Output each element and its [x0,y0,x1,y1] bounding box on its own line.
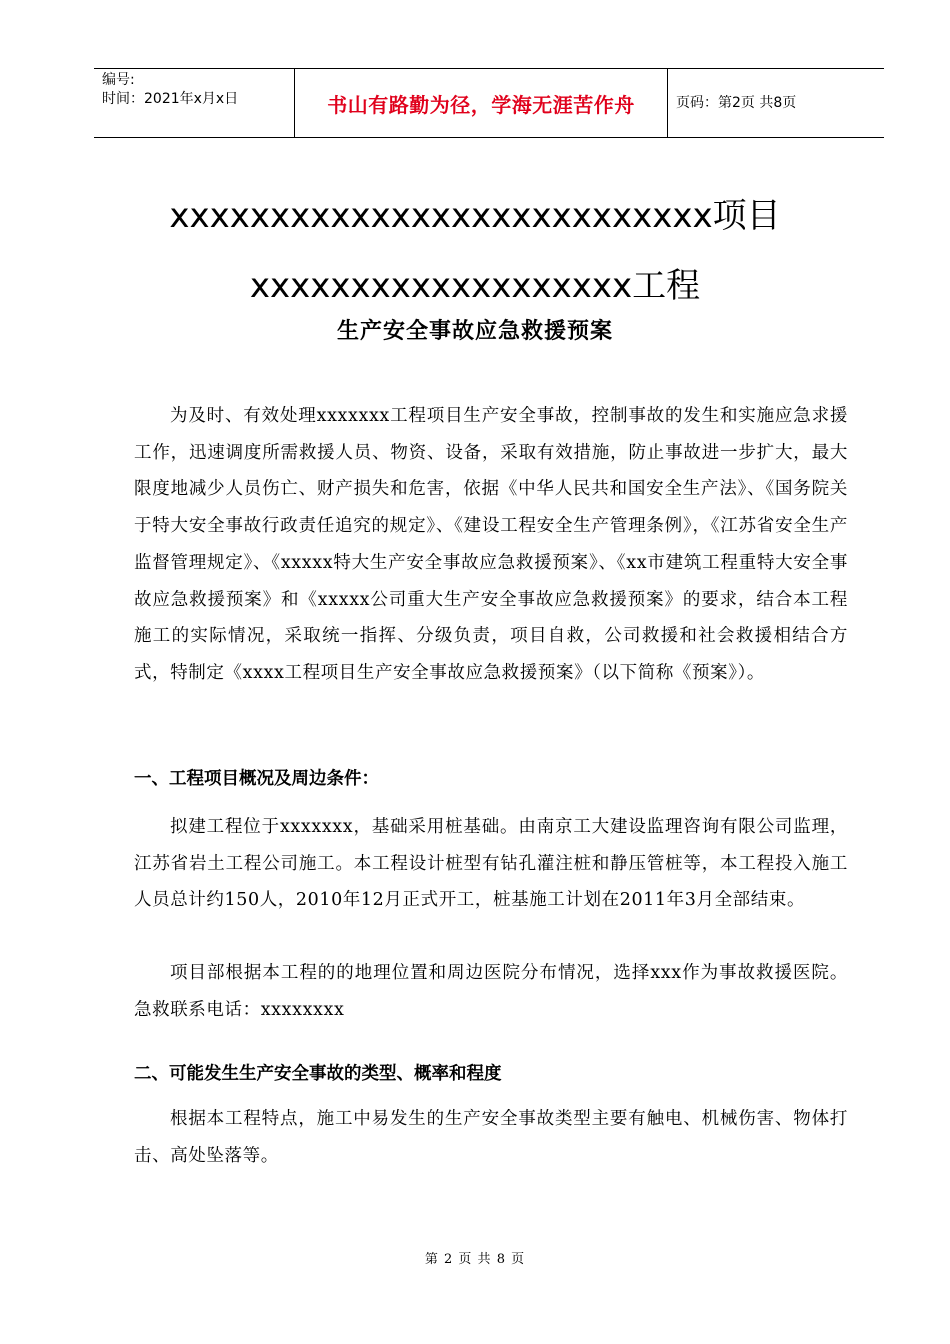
header-motto-cell [294,69,668,137]
page-header [94,68,884,138]
section1-paragraph-1: 拟建工程位于xxxxxxx，基础采用桩基础。由南京工大建设监理咨询有限公司监理，江苏省岩土工程公司施工。本工程设计桩型有钻孔灌注桩和静压管桩等，本工程投入施工人员总计约150人，2010年12月正式开工，桩基施工计划在2011年3月全部结束。 [134,817,848,911]
intro-paragraph: 为及时、有效处理xxxxxxx工程项目生产安全事故，控制事故的发生和实施应急求援工作，迅速调度所需救援人员、物资、设备，采取有效措施，防止事故进一步扩大，最大限度地减少人员伤亡、财产损失和危害，依据《中华人民共和国安全生产法》、《国务院关于特大安全事故行政责任追究的规定》、《建设工程安全生产管理条例》，《江苏省安全生产监督管理规定》、《xxxxx特大生产安全事故应急救援预案》、《xx市建筑工程重特大安全事故应急救援预案》和《xxxxx公司重大生产安全事故应急救援预案》的要求，结合本工程施工的实际情况，采取统一指挥、分级负责，项目自救，公司救援和社会救援相结合方式，特制定《xxxx工程项目生产安全事故应急救援预案》（以下简称《预案》）。 [134,406,848,683]
section1-heading: 一、工程项目概况及周边条件： [134,769,379,789]
document-title: 生产安全事故应急救援预案 [336,319,613,344]
page-footer: 第 2 页 共 8 页 [424,1252,526,1267]
header-meta-cell [94,69,294,137]
header-motto: 书山有路勤为径，学海无涯苦作舟 [327,92,635,117]
section1-paragraph-2: 项目部根据本工程的的地理位置和周边医院分布情况，选择xxx作为事故救援医院。急救联系电话：xxxxxxxx [134,963,848,1020]
document-time-label: 时间：2021年x月x日 [102,91,239,107]
header-page-number: 页码：第2页 共8页 [676,94,797,111]
section2-paragraph-1: 根据本工程特点，施工中易发生的生产安全事故类型主要有触电、机械伤害、物体打击、高处坠落等。 [134,1109,848,1166]
title-engineering-line: xxxxxxxxxxxxxxxxxxx工程 [249,266,701,306]
title-project-line: xxxxxxxxxxxxxxxxxxxxxxxxxxx项目 [169,196,781,236]
document-number-label: 编号: [102,72,135,88]
section2-heading: 二、可能发生生产安全事故的类型、概率和程度 [134,1064,502,1084]
header-page-cell [668,69,884,137]
